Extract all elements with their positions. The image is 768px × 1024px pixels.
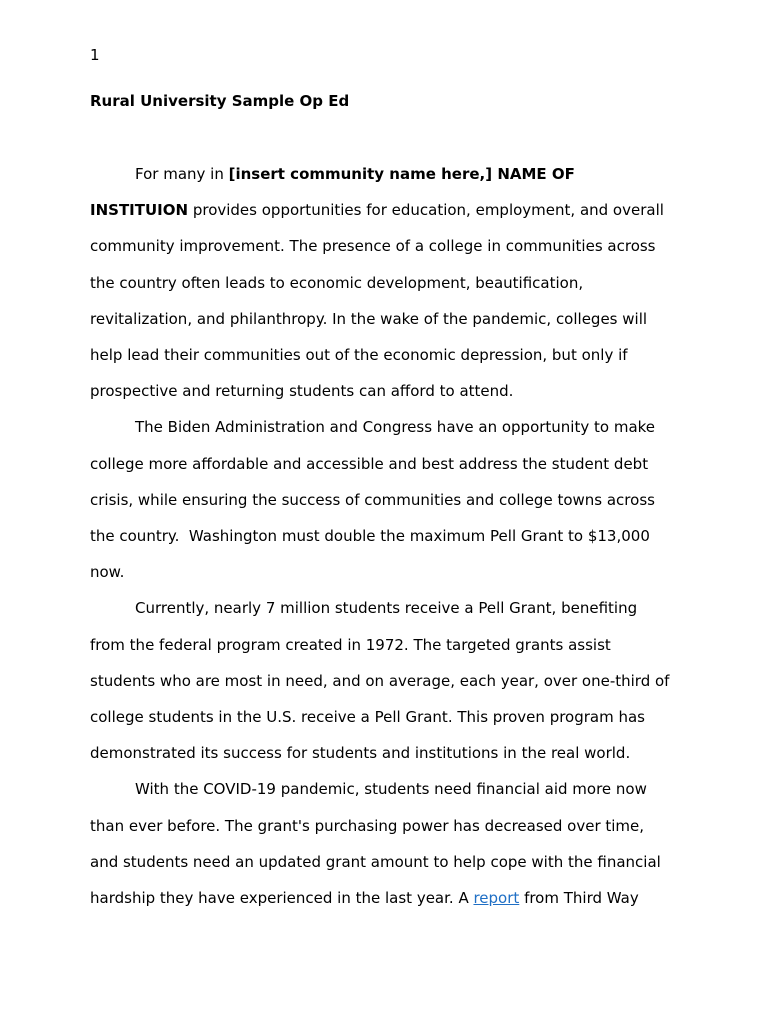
page-number: 1	[90, 46, 100, 64]
paragraph-line: now.	[90, 563, 125, 582]
report-link[interactable]: report	[473, 889, 520, 908]
paragraph-text: hardship they have experienced in the last year. A	[90, 889, 474, 908]
paragraph-line: from the federal program created in 1972. The targeted grants assist	[90, 635, 611, 654]
paragraph-2	[90, 409, 680, 590]
paragraph-line	[90, 880, 680, 916]
paragraph-line: the country often leads to economic development, beautification,	[90, 273, 584, 292]
paragraph-line: college more affordable and accessible and best address the student debt	[90, 454, 649, 473]
paragraph-line: the country. Washington must double the maximum Pell Grant to $13,000	[90, 527, 650, 546]
paragraph-line	[90, 156, 680, 192]
paragraph-line: and students need an updated grant amount to help cope with the financial	[90, 852, 661, 871]
paragraph-line: With the COVID-19 pandemic, students need financial aid more now	[135, 780, 647, 799]
paragraph-3	[90, 590, 680, 771]
document-body	[90, 156, 680, 916]
paragraph-line: community improvement. The presence of a college in communities across	[90, 237, 656, 256]
paragraph-1	[90, 156, 680, 409]
paragraph-line: students who are most in need, and on average, each year, over one-third of	[90, 671, 670, 690]
paragraph-line: demonstrated its success for students and institutions in the real world.	[90, 744, 631, 763]
paragraph-4	[90, 771, 680, 916]
paragraph-line: Currently, nearly 7 million students receive a Pell Grant, benefiting	[135, 599, 638, 618]
placeholder-institution-name: INSTITUION	[90, 201, 189, 220]
paragraph-text: from Third Way	[519, 889, 639, 908]
paragraph-line: prospective and returning students can afford to attend.	[90, 382, 514, 401]
paragraph-line: than ever before. The grant's purchasing power has decreased over time,	[90, 816, 645, 835]
document-title: Rural University Sample Op Ed	[90, 92, 350, 110]
paragraph-line: college students in the U.S. receive a Pell Grant. This proven program has	[90, 708, 645, 727]
paragraph-line: crisis, while ensuring the success of communities and college towns across	[90, 490, 655, 509]
paragraph-line: help lead their communities out of the economic depression, but only if	[90, 346, 628, 365]
placeholder-community-name: [insert community name here,] NAME OF	[228, 165, 575, 183]
paragraph-line: revitalization, and philanthropy. In the wake of the pandemic, colleges will	[90, 309, 648, 328]
paragraph-line	[90, 192, 680, 228]
paragraph-text: provides opportunities for education, employment, and overall	[188, 201, 664, 220]
paragraph-text: For many in	[135, 165, 229, 183]
paragraph-line: The Biden Administration and Congress have an opportunity to make	[135, 418, 656, 437]
